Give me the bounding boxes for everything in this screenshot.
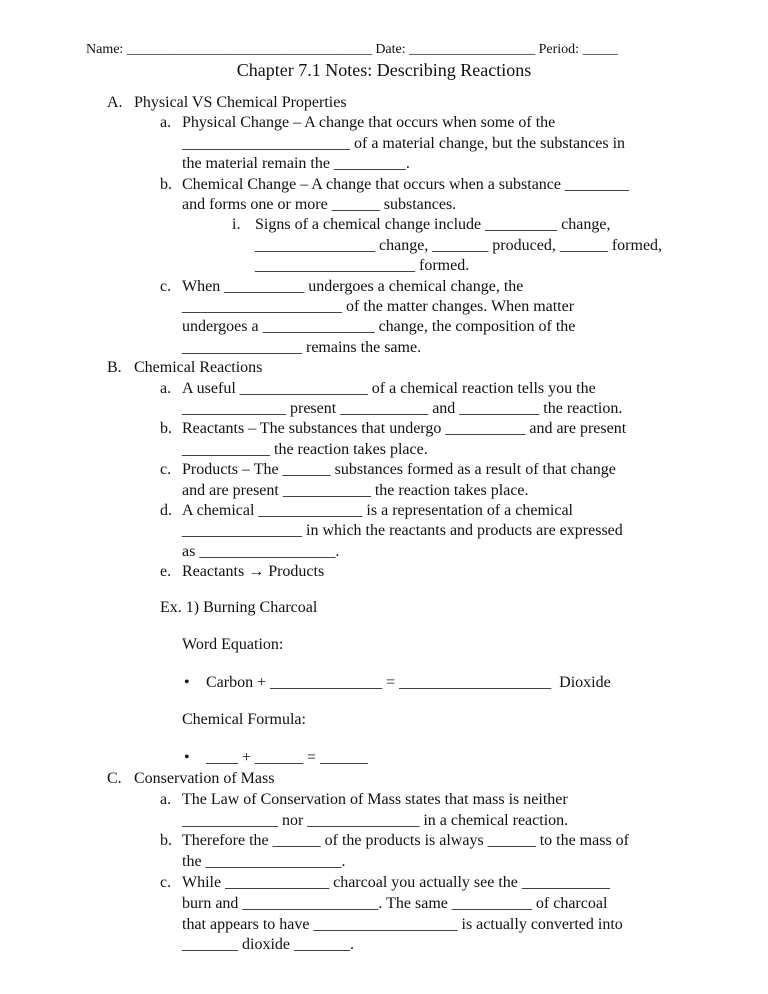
item-physical-change-label: a. (160, 114, 172, 132)
item-physical-change-line: _____________________ of a material change, but the substances in (182, 134, 626, 152)
item-matter-change-line: undergoes a ______________ change, the composition of the (182, 318, 576, 336)
item-mass-products-line: Therefore the ______ of the products is always ______ to the mass of (182, 832, 630, 850)
item-burning-charcoal-line: While _____________ charcoal you actually see the ___________ (182, 874, 610, 891)
item-burning-charcoal-line: _______ dioxide _______. (182, 936, 354, 954)
item-mass-products-line: the _________________. (182, 853, 346, 871)
item-matter-change-label: c. (160, 277, 172, 295)
item-useful-description-line: A useful ________________ of a chemical reaction tells you the (182, 379, 596, 397)
item-products-line: and are present ___________ the reaction takes place. (182, 481, 529, 499)
word-equation: Carbon + ______________ = ___________________ Dioxide (206, 674, 611, 691)
name-date-period-line: Name: ___________________________________ Date: __________________ Period: _____ (86, 42, 618, 57)
page-title: Chapter 7.1 Notes: Describing Reactions (236, 60, 532, 80)
item-products-line: Products – The ______ substances formed as a result of that change (182, 461, 616, 479)
item-signs-of-change-line: Signs of a chemical change include _________ change, (255, 216, 611, 234)
item-useful-description-line: _____________ present ___________ and __________ the reaction. (182, 400, 623, 417)
item-reactants-label: b. (160, 420, 172, 438)
item-signs-of-change-line: _______________ change, _______ produced, ______ formed, (255, 236, 663, 254)
item-chemical-change-line: and forms one or more ______ substances. (182, 196, 457, 213)
item-chemical-equation-line: A chemical _____________ is a representation of a chemical (182, 502, 573, 519)
bullet-icon: • (184, 674, 190, 691)
item-chemical-change-label: b. (160, 175, 172, 193)
item-law-conservation-line: The Law of Conservation of Mass states that mass is neither (182, 790, 568, 808)
item-signs-of-change-line: ____________________ formed. (255, 257, 470, 275)
item-matter-change-line: ____________________ of the matter changes. When matter (182, 298, 575, 315)
item-matter-change-line: When __________ undergoes a chemical change, the (182, 277, 524, 295)
item-burning-charcoal-line: burn and _________________. The same __________ of charcoal (182, 894, 608, 912)
example-title: Ex. 1) Burning Charcoal (160, 599, 318, 616)
item-e-label: e. (160, 563, 172, 581)
item-signs-of-change-label: i. (232, 216, 241, 234)
item-chemical-equation-line: _______________ in which the reactants and products are expressed (182, 522, 623, 540)
section-a-label: A. (107, 94, 123, 111)
item-reactants-line: Reactants – The substances that undergo __________ and are present (182, 420, 627, 438)
item-mass-products-label: b. (160, 832, 172, 850)
bullet-icon: • (184, 749, 190, 766)
item-burning-charcoal-label: c. (160, 874, 172, 891)
chemical-formula-label: Chemical Formula: (182, 711, 306, 728)
section-b-label: B. (107, 359, 122, 377)
item-reactants-line: ___________ the reaction takes place. (182, 440, 428, 458)
section-c-label: C. (107, 770, 122, 787)
item-burning-charcoal-line: that appears to have __________________ is actually converted into (182, 915, 623, 933)
item-physical-change-line: the material remain the _________. (182, 155, 410, 173)
item-chemical-equation-label: d. (160, 502, 172, 519)
item-products-label: c. (160, 461, 172, 479)
item-chemical-equation-line: as _________________. (182, 542, 340, 560)
section-a-heading: Physical VS Chemical Properties (134, 94, 347, 111)
reactants-products-text: Reactants → Products (182, 563, 325, 581)
section-c-heading: Conservation of Mass (134, 770, 275, 787)
item-law-conservation-line: ____________ nor ______________ in a chemical reaction. (182, 811, 569, 829)
item-matter-change-line: _______________ remains the same. (182, 338, 422, 356)
chemical-formula-equation: ____ + ______ = ______ (206, 749, 369, 766)
item-useful-description-label: a. (160, 379, 172, 397)
item-physical-change-line: Physical Change – A change that occurs when some of the (182, 114, 556, 132)
word-equation-label: Word Equation: (182, 636, 284, 653)
section-b-heading: Chemical Reactions (134, 359, 263, 377)
item-law-conservation-label: a. (160, 790, 172, 808)
item-chemical-change-line: Chemical Change – A change that occurs when a substance ________ (182, 175, 629, 193)
